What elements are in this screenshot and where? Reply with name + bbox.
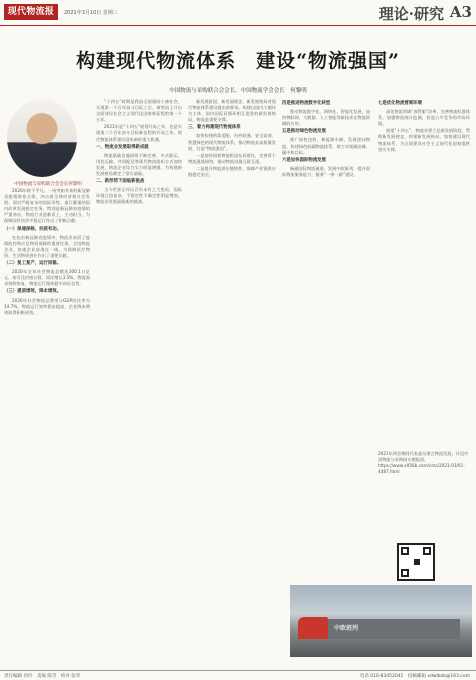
- article-column-1: [4, 188, 90, 666]
- section-heading: （三）提质增效，降本增效。: [4, 289, 62, 295]
- section-heading: 二、新形势下面临新挑战: [96, 179, 145, 185]
- freight-train-photo: [290, 585, 472, 657]
- paragraph: 2020年全年社会物流总额达300.1万亿元，按可比价格计算，同比增长3.5%，物流需求持续恢复，物流运行保持稳中向好态势。: [4, 269, 90, 287]
- train-label: 中欧班列: [334, 625, 359, 632]
- paragraph: 深化物流领域“放管服”改革，完善物流标准体系，加强物流统计监测，营造公平竞争的市场环境。: [378, 109, 470, 127]
- paragraph: 在抗击新冠肺炎疫情中，物流业承担了疫情防控和应急物资保障的重要任务，全国物流企业、快递企业奋战在一线，为保障医疗物资、生活物资供应作出了重要贡献。: [4, 234, 90, 258]
- section-heading: 六是加快国际物流发展: [282, 157, 326, 163]
- footer-contact: 电话 010-83452041 投稿邮箱 xdwlbzb@163.com: [359, 674, 470, 679]
- paragraph: 畅通国际物流通道，发展中欧班列，提升国际物流服务能力，服务“一带一路”建设。: [282, 165, 370, 177]
- article-column-5: [378, 99, 470, 449]
- locomotive: [298, 617, 328, 639]
- footer-editors: 责任编辑 何玲 美编 陈雪 校对 张华: [4, 674, 81, 679]
- train-body: [310, 619, 460, 639]
- paragraph: 展望“十四五”，物流业要立足新发展阶段，贯彻新发展理念，构建新发展格局，加快建设现代物流体系，为全面建设社会主义现代化国家提供坚实支撑。: [378, 128, 470, 152]
- article-headline: 构建现代物流体系 建设“物流强国”: [76, 50, 400, 72]
- related-note-url[interactable]: https://www.x956b.com/cms/2021-03/01-4487.html: [378, 463, 465, 474]
- paragraph: 当今世界正经历百年未有之大变局，国际环境日趋复杂，不稳定性不确定性明显增加，物流业发展面临新的挑战。: [96, 187, 182, 205]
- article-byline: 中国物流与采购联合会会长、中国物流学会会长 何黎明: [169, 88, 307, 94]
- paragraph: 新发展阶段、新发展理念、新发展格局对现代物流体系建设提出新要求。构建以国内大循环为主体、国内国际双循环相互促进的新发展格局，物流是重要支撑。: [188, 99, 276, 123]
- portrait-caption: 中国物流与采购联合会会长何黎明: [14, 182, 82, 187]
- masthead: [0, 0, 476, 26]
- qr-code-icon[interactable]: [397, 543, 435, 581]
- paragraph: 二是提升物流供应链韧性，保障产业链供应链稳定安全。: [188, 165, 276, 178]
- paragraph: 推广绿色包装、新能源车辆，发展逆向物流，构建绿色低碳物流体系，助力实现碳达峰、碳中和目标。: [282, 137, 370, 155]
- paragraph: 2020年极不平凡。一场突如其来的新冠肺炎疫情席卷全球，冲击着全球经济和社会发展。面对严峻复杂的国际形势、艰巨繁重的国内改革发展稳定任务，特别是新冠肺炎疫情的严重冲击，物流行业迎难而上，主动担当，为保障国民经济平稳运行作出了积极贡献。: [4, 188, 90, 224]
- related-note-text: 2021年两会期间代表委员建言物流发展，详见中国物流与采购网专题报道。: [378, 451, 469, 462]
- section-heading: （一）保通保畅，抗疫有功。: [4, 226, 62, 232]
- section-heading: 七是优化物流营商环境: [378, 101, 422, 106]
- section-heading: 三、着力构建现代物流体系: [188, 125, 241, 131]
- related-note: [378, 451, 470, 475]
- section-heading: 一、物流业发展取得新成就: [96, 144, 149, 150]
- article-column-3: [188, 99, 276, 666]
- page-number: A3: [449, 3, 472, 21]
- paragraph: 物流基础设施网络不断完善，多式联运、甩挂运输、共同配送等现代物流组织方式加快发展，物流企业综合实力明显增强，为构建新发展格局奠定了坚实基础。: [96, 152, 182, 177]
- article-column-2: [96, 99, 182, 666]
- section-heading: 五是推动绿色物流发展: [282, 129, 326, 135]
- section-title: 理论·研究: [378, 5, 444, 23]
- author-portrait: [7, 99, 77, 177]
- section-heading: 四是推进物流数字化转型: [282, 101, 331, 106]
- newspaper-logo: 现代物流报: [4, 4, 58, 20]
- paragraph: 加快构建供需适配、内外联通、安全高效、智慧绿色的现代物流体系，推动物流业高质量发展，打造“物流强国”。: [188, 133, 276, 151]
- issue-date: 2021年3月10日 星期三: [64, 10, 118, 16]
- paragraph: 2020年社会物流总费用与GDP的比率为14.7%，物流运行效率稳步提高，企业降本增效取得积极成效。: [4, 297, 90, 315]
- paragraph: 2021年是“十四五”规划开局之年，也是实现第二个百年奋斗目标新征程的开局之年。现代物流体系建设迎来新的重大机遇。: [96, 124, 182, 142]
- page-footer: [0, 670, 476, 680]
- section-heading: （二）复工复产，运行回稳。: [4, 261, 62, 267]
- paragraph: 一是加快国家物流枢纽布局建设，完善骨干物流通道网络，推动物流设施互联互通。: [188, 152, 276, 164]
- paragraph: 推动物流数字化、网络化、智能化发展，加快物联网、大数据、人工智能等新技术在物流领域的应用。: [282, 109, 370, 127]
- article-column-4: [282, 99, 370, 666]
- paragraph: “十四五”时期是我国全面建成小康社会、实现第一个百年奋斗目标之后，乘势而上开启全面建设社会主义现代化国家新征程的第一个五年。: [96, 99, 182, 123]
